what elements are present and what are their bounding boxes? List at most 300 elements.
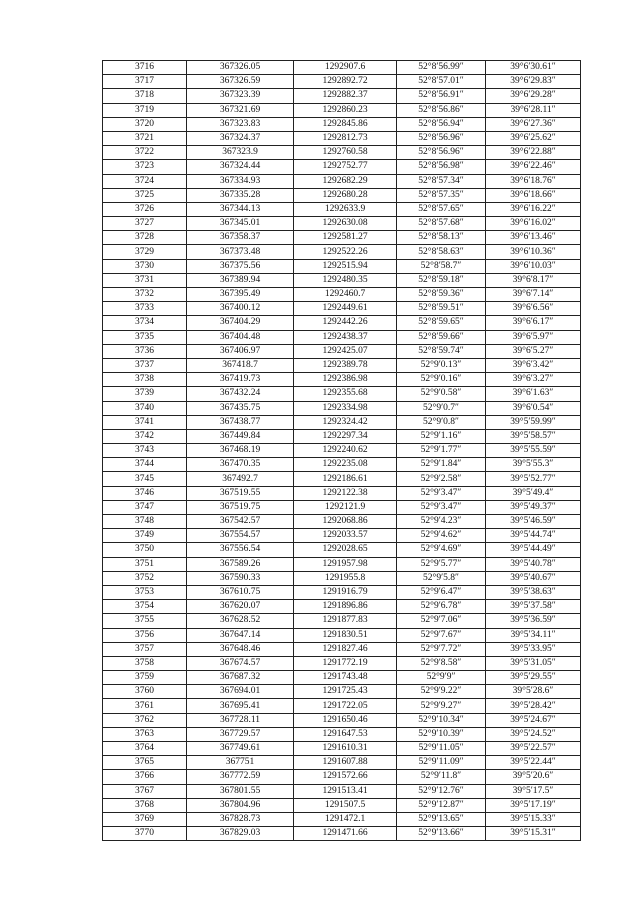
point-number-cell: 3759 [103, 671, 187, 685]
y-coordinate-cell: 1291607.88 [294, 756, 397, 770]
y-coordinate-cell: 1292442.26 [294, 316, 397, 330]
longitude-cell: 39°5′52.77″ [486, 472, 581, 486]
point-number-cell: 3721 [103, 131, 187, 145]
y-coordinate-cell: 1291830.51 [294, 628, 397, 642]
y-coordinate-cell: 1292581.27 [294, 231, 397, 245]
x-coordinate-cell: 367435.75 [187, 401, 294, 415]
x-coordinate-cell: 367542.57 [187, 515, 294, 529]
y-coordinate-cell: 1292334.98 [294, 401, 397, 415]
x-coordinate-cell: 367323.9 [187, 146, 294, 160]
latitude-cell: 52°9′5.77″ [397, 557, 486, 571]
longitude-cell: 39°6′5.27″ [486, 344, 581, 358]
table-row [103, 756, 581, 770]
x-coordinate-cell: 367628.52 [187, 614, 294, 628]
latitude-cell: 52°8′56.91″ [397, 89, 486, 103]
point-number-cell: 3732 [103, 288, 187, 302]
table-row [103, 330, 581, 344]
point-number-cell: 3719 [103, 103, 187, 117]
x-coordinate-cell: 367729.57 [187, 727, 294, 741]
longitude-cell: 39°5′59.99″ [486, 415, 581, 429]
longitude-cell: 39°5′20.6″ [486, 770, 581, 784]
longitude-cell: 39°5′34.11″ [486, 628, 581, 642]
table-row [103, 458, 581, 472]
y-coordinate-cell: 1292480.35 [294, 273, 397, 287]
point-number-cell: 3750 [103, 543, 187, 557]
longitude-cell: 39°5′40.78″ [486, 557, 581, 571]
longitude-cell: 39°5′17.5″ [486, 784, 581, 798]
table-row [103, 415, 581, 429]
latitude-cell: 52°8′57.65″ [397, 202, 486, 216]
table-row [103, 656, 581, 670]
longitude-cell: 39°6′0.54″ [486, 401, 581, 415]
longitude-cell: 39°6′18.66″ [486, 188, 581, 202]
longitude-cell: 39°5′15.33″ [486, 812, 581, 826]
x-coordinate-cell: 367404.29 [187, 316, 294, 330]
latitude-cell: 52°9′11.09″ [397, 756, 486, 770]
y-coordinate-cell: 1292425.07 [294, 344, 397, 358]
x-coordinate-cell: 367828.73 [187, 812, 294, 826]
y-coordinate-cell: 1291647.53 [294, 727, 397, 741]
longitude-cell: 39°5′22.57″ [486, 742, 581, 756]
longitude-cell: 39°6′16.02″ [486, 217, 581, 231]
y-coordinate-cell: 1292882.37 [294, 89, 397, 103]
y-coordinate-cell: 1292355.68 [294, 387, 397, 401]
table-row [103, 713, 581, 727]
table-row [103, 302, 581, 316]
table-row [103, 770, 581, 784]
x-coordinate-cell: 367345.01 [187, 217, 294, 231]
y-coordinate-cell: 1292633.9 [294, 202, 397, 216]
table-row [103, 387, 581, 401]
longitude-cell: 39°5′29.55″ [486, 671, 581, 685]
table-row [103, 742, 581, 756]
longitude-cell: 39°5′49.37″ [486, 500, 581, 514]
latitude-cell: 52°9′3.47″ [397, 486, 486, 500]
y-coordinate-cell: 1291827.46 [294, 642, 397, 656]
x-coordinate-cell: 367749.61 [187, 742, 294, 756]
point-number-cell: 3753 [103, 585, 187, 599]
table-row [103, 727, 581, 741]
point-number-cell: 3722 [103, 146, 187, 160]
x-coordinate-cell: 367373.48 [187, 245, 294, 259]
y-coordinate-cell: 1292515.94 [294, 259, 397, 273]
y-coordinate-cell: 1292522.26 [294, 245, 397, 259]
x-coordinate-cell: 367468.19 [187, 444, 294, 458]
x-coordinate-cell: 367389.94 [187, 273, 294, 287]
x-coordinate-cell: 367556.54 [187, 543, 294, 557]
longitude-cell: 39°6′29.83″ [486, 75, 581, 89]
y-coordinate-cell: 1292812.73 [294, 131, 397, 145]
latitude-cell: 52°9′6.78″ [397, 600, 486, 614]
table-row [103, 259, 581, 273]
longitude-cell: 39°5′44.74″ [486, 529, 581, 543]
longitude-cell: 39°5′49.4″ [486, 486, 581, 500]
longitude-cell: 39°6′27.36″ [486, 117, 581, 131]
longitude-cell: 39°5′31.05″ [486, 656, 581, 670]
latitude-cell: 52°8′59.51″ [397, 302, 486, 316]
y-coordinate-cell: 1292845.86 [294, 117, 397, 131]
y-coordinate-cell: 1292122.38 [294, 486, 397, 500]
y-coordinate-cell: 1291471.66 [294, 827, 397, 841]
longitude-cell: 39°6′6.17″ [486, 316, 581, 330]
point-number-cell: 3757 [103, 642, 187, 656]
x-coordinate-cell: 367321.69 [187, 103, 294, 117]
latitude-cell: 52°9′12.87″ [397, 798, 486, 812]
point-number-cell: 3744 [103, 458, 187, 472]
latitude-cell: 52°9′7.67″ [397, 628, 486, 642]
longitude-cell: 39°6′1.63″ [486, 387, 581, 401]
y-coordinate-cell: 1291957.98 [294, 557, 397, 571]
latitude-cell: 52°9′5.8″ [397, 571, 486, 585]
point-number-cell: 3733 [103, 302, 187, 316]
point-number-cell: 3764 [103, 742, 187, 756]
table-row [103, 245, 581, 259]
point-number-cell: 3767 [103, 784, 187, 798]
table-row [103, 685, 581, 699]
latitude-cell: 52°9′11.05″ [397, 742, 486, 756]
y-coordinate-cell: 1292860.23 [294, 103, 397, 117]
longitude-cell: 39°6′25.62″ [486, 131, 581, 145]
latitude-cell: 52°9′11.8″ [397, 770, 486, 784]
longitude-cell: 39°5′24.67″ [486, 713, 581, 727]
table-row [103, 217, 581, 231]
point-number-cell: 3758 [103, 656, 187, 670]
table-row [103, 529, 581, 543]
point-number-cell: 3734 [103, 316, 187, 330]
x-coordinate-cell: 367335.28 [187, 188, 294, 202]
table-row [103, 273, 581, 287]
table-row [103, 61, 581, 75]
table-row [103, 89, 581, 103]
latitude-cell: 52°9′0.58″ [397, 387, 486, 401]
point-number-cell: 3743 [103, 444, 187, 458]
latitude-cell: 52°9′13.66″ [397, 827, 486, 841]
y-coordinate-cell: 1292907.6 [294, 61, 397, 75]
table-row [103, 500, 581, 514]
point-number-cell: 3769 [103, 812, 187, 826]
table-row [103, 231, 581, 245]
longitude-cell: 39°5′46.59″ [486, 515, 581, 529]
x-coordinate-cell: 367344.13 [187, 202, 294, 216]
table-row [103, 288, 581, 302]
x-coordinate-cell: 367694.01 [187, 685, 294, 699]
x-coordinate-cell: 367323.39 [187, 89, 294, 103]
latitude-cell: 52°8′57.68″ [397, 217, 486, 231]
point-number-cell: 3746 [103, 486, 187, 500]
y-coordinate-cell: 1292630.08 [294, 217, 397, 231]
table-row [103, 429, 581, 443]
point-number-cell: 3751 [103, 557, 187, 571]
longitude-cell: 39°6′6.56″ [486, 302, 581, 316]
longitude-cell: 39°6′13.46″ [486, 231, 581, 245]
y-coordinate-cell: 1292068.86 [294, 515, 397, 529]
table-row [103, 699, 581, 713]
x-coordinate-cell: 367647.14 [187, 628, 294, 642]
latitude-cell: 52°9′8.58″ [397, 656, 486, 670]
x-coordinate-cell: 367375.56 [187, 259, 294, 273]
y-coordinate-cell: 1292438.37 [294, 330, 397, 344]
y-coordinate-cell: 1292680.28 [294, 188, 397, 202]
latitude-cell: 52°9′12.76″ [397, 784, 486, 798]
latitude-cell: 52°9′1.77″ [397, 444, 486, 458]
x-coordinate-cell: 367438.77 [187, 415, 294, 429]
longitude-cell: 39°6′28.11″ [486, 103, 581, 117]
longitude-cell: 39°6′10.36″ [486, 245, 581, 259]
latitude-cell: 52°9′10.39″ [397, 727, 486, 741]
latitude-cell: 52°8′56.96″ [397, 146, 486, 160]
x-coordinate-cell: 367400.12 [187, 302, 294, 316]
latitude-cell: 52°8′59.36″ [397, 288, 486, 302]
table-row [103, 202, 581, 216]
table-row [103, 642, 581, 656]
table-row [103, 557, 581, 571]
latitude-cell: 52°9′0.7″ [397, 401, 486, 415]
point-number-cell: 3747 [103, 500, 187, 514]
latitude-cell: 52°8′56.86″ [397, 103, 486, 117]
point-number-cell: 3735 [103, 330, 187, 344]
table-row [103, 628, 581, 642]
latitude-cell: 52°8′57.35″ [397, 188, 486, 202]
x-coordinate-cell: 367648.46 [187, 642, 294, 656]
x-coordinate-cell: 367801.55 [187, 784, 294, 798]
longitude-cell: 39°5′28.42″ [486, 699, 581, 713]
x-coordinate-cell: 367492.7 [187, 472, 294, 486]
x-coordinate-cell: 367751 [187, 756, 294, 770]
table-row [103, 160, 581, 174]
point-number-cell: 3742 [103, 429, 187, 443]
table-row [103, 827, 581, 841]
latitude-cell: 52°8′59.74″ [397, 344, 486, 358]
latitude-cell: 52°8′57.01″ [397, 75, 486, 89]
longitude-cell: 39°6′22.88″ [486, 146, 581, 160]
table-row [103, 543, 581, 557]
point-number-cell: 3720 [103, 117, 187, 131]
x-coordinate-cell: 367674.57 [187, 656, 294, 670]
x-coordinate-cell: 367728.11 [187, 713, 294, 727]
y-coordinate-cell: 1291722.05 [294, 699, 397, 713]
point-number-cell: 3727 [103, 217, 187, 231]
longitude-cell: 39°6′16.22″ [486, 202, 581, 216]
y-coordinate-cell: 1291772.19 [294, 656, 397, 670]
x-coordinate-cell: 367418.7 [187, 358, 294, 372]
longitude-cell: 39°6′22.46″ [486, 160, 581, 174]
longitude-cell: 39°5′58.57″ [486, 429, 581, 443]
latitude-cell: 52°8′59.65″ [397, 316, 486, 330]
latitude-cell: 52°9′7.06″ [397, 614, 486, 628]
point-number-cell: 3761 [103, 699, 187, 713]
x-coordinate-cell: 367404.48 [187, 330, 294, 344]
point-number-cell: 3729 [103, 245, 187, 259]
longitude-cell: 39°5′36.59″ [486, 614, 581, 628]
x-coordinate-cell: 367323.83 [187, 117, 294, 131]
point-number-cell: 3723 [103, 160, 187, 174]
x-coordinate-cell: 367326.05 [187, 61, 294, 75]
y-coordinate-cell: 1291743.48 [294, 671, 397, 685]
latitude-cell: 52°8′59.66″ [397, 330, 486, 344]
latitude-cell: 52°8′58.13″ [397, 231, 486, 245]
x-coordinate-cell: 367554.57 [187, 529, 294, 543]
table-row [103, 103, 581, 117]
y-coordinate-cell: 1291725.43 [294, 685, 397, 699]
y-coordinate-cell: 1292235.08 [294, 458, 397, 472]
point-number-cell: 3754 [103, 600, 187, 614]
latitude-cell: 52°9′0.13″ [397, 358, 486, 372]
x-coordinate-cell: 367358.37 [187, 231, 294, 245]
latitude-cell: 52°9′9.27″ [397, 699, 486, 713]
longitude-cell: 39°6′18.76″ [486, 174, 581, 188]
longitude-cell: 39°5′38.63″ [486, 585, 581, 599]
longitude-cell: 39°5′28.6″ [486, 685, 581, 699]
point-number-cell: 3730 [103, 259, 187, 273]
longitude-cell: 39°5′22.44″ [486, 756, 581, 770]
point-number-cell: 3745 [103, 472, 187, 486]
latitude-cell: 52°9′9″ [397, 671, 486, 685]
x-coordinate-cell: 367695.41 [187, 699, 294, 713]
table-row [103, 812, 581, 826]
table-row [103, 188, 581, 202]
latitude-cell: 52°8′56.98″ [397, 160, 486, 174]
point-number-cell: 3748 [103, 515, 187, 529]
point-number-cell: 3717 [103, 75, 187, 89]
table-row [103, 472, 581, 486]
latitude-cell: 52°9′0.16″ [397, 373, 486, 387]
point-number-cell: 3766 [103, 770, 187, 784]
point-number-cell: 3731 [103, 273, 187, 287]
table-row [103, 174, 581, 188]
point-number-cell: 3762 [103, 713, 187, 727]
table-row [103, 131, 581, 145]
latitude-cell: 52°8′59.18″ [397, 273, 486, 287]
table-row [103, 444, 581, 458]
y-coordinate-cell: 1291650.46 [294, 713, 397, 727]
x-coordinate-cell: 367406.97 [187, 344, 294, 358]
longitude-cell: 39°5′24.52″ [486, 727, 581, 741]
x-coordinate-cell: 367432.24 [187, 387, 294, 401]
latitude-cell: 52°9′7.72″ [397, 642, 486, 656]
coordinates-table [102, 60, 581, 841]
y-coordinate-cell: 1292324.42 [294, 415, 397, 429]
point-number-cell: 3725 [103, 188, 187, 202]
point-number-cell: 3718 [103, 89, 187, 103]
point-number-cell: 3755 [103, 614, 187, 628]
table-row [103, 486, 581, 500]
table-row [103, 344, 581, 358]
x-coordinate-cell: 367519.55 [187, 486, 294, 500]
y-coordinate-cell: 1291916.79 [294, 585, 397, 599]
y-coordinate-cell: 1292752.77 [294, 160, 397, 174]
x-coordinate-cell: 367449.84 [187, 429, 294, 443]
latitude-cell: 52°8′56.99″ [397, 61, 486, 75]
point-number-cell: 3739 [103, 387, 187, 401]
table-row [103, 401, 581, 415]
table-row [103, 75, 581, 89]
latitude-cell: 52°9′9.22″ [397, 685, 486, 699]
longitude-cell: 39°5′55.3″ [486, 458, 581, 472]
latitude-cell: 52°9′0.8″ [397, 415, 486, 429]
x-coordinate-cell: 367687.32 [187, 671, 294, 685]
table-row [103, 358, 581, 372]
latitude-cell: 52°9′2.58″ [397, 472, 486, 486]
latitude-cell: 52°9′4.23″ [397, 515, 486, 529]
longitude-cell: 39°6′8.17″ [486, 273, 581, 287]
longitude-cell: 39°5′33.95″ [486, 642, 581, 656]
x-coordinate-cell: 367419.73 [187, 373, 294, 387]
point-number-cell: 3760 [103, 685, 187, 699]
x-coordinate-cell: 367470.35 [187, 458, 294, 472]
y-coordinate-cell: 1291572.66 [294, 770, 397, 784]
point-number-cell: 3724 [103, 174, 187, 188]
x-coordinate-cell: 367324.44 [187, 160, 294, 174]
point-number-cell: 3738 [103, 373, 187, 387]
longitude-cell: 39°6′30.61″ [486, 61, 581, 75]
latitude-cell: 52°8′57.34″ [397, 174, 486, 188]
y-coordinate-cell: 1292033.57 [294, 529, 397, 543]
y-coordinate-cell: 1292682.29 [294, 174, 397, 188]
table-row [103, 571, 581, 585]
longitude-cell: 39°5′44.49″ [486, 543, 581, 557]
y-coordinate-cell: 1291610.31 [294, 742, 397, 756]
longitude-cell: 39°6′5.97″ [486, 330, 581, 344]
table-row [103, 146, 581, 160]
y-coordinate-cell: 1292460.7 [294, 288, 397, 302]
point-number-cell: 3736 [103, 344, 187, 358]
y-coordinate-cell: 1292121.9 [294, 500, 397, 514]
x-coordinate-cell: 367395.49 [187, 288, 294, 302]
y-coordinate-cell: 1292389.78 [294, 358, 397, 372]
table-row [103, 585, 581, 599]
longitude-cell: 39°6′3.27″ [486, 373, 581, 387]
latitude-cell: 52°9′4.62″ [397, 529, 486, 543]
table-row [103, 671, 581, 685]
y-coordinate-cell: 1291896.86 [294, 600, 397, 614]
point-number-cell: 3737 [103, 358, 187, 372]
longitude-cell: 39°6′3.42″ [486, 358, 581, 372]
x-coordinate-cell: 367610.75 [187, 585, 294, 599]
point-number-cell: 3763 [103, 727, 187, 741]
latitude-cell: 52°8′56.94″ [397, 117, 486, 131]
x-coordinate-cell: 367589.26 [187, 557, 294, 571]
latitude-cell: 52°9′13.65″ [397, 812, 486, 826]
x-coordinate-cell: 367326.59 [187, 75, 294, 89]
point-number-cell: 3740 [103, 401, 187, 415]
table-row [103, 117, 581, 131]
latitude-cell: 52°9′4.69″ [397, 543, 486, 557]
y-coordinate-cell: 1291472.1 [294, 812, 397, 826]
latitude-cell: 52°9′3.47″ [397, 500, 486, 514]
latitude-cell: 52°9′6.47″ [397, 585, 486, 599]
point-number-cell: 3768 [103, 798, 187, 812]
longitude-cell: 39°6′10.03″ [486, 259, 581, 273]
y-coordinate-cell: 1292240.62 [294, 444, 397, 458]
table-row [103, 614, 581, 628]
longitude-cell: 39°5′55.59″ [486, 444, 581, 458]
latitude-cell: 52°9′10.34″ [397, 713, 486, 727]
y-coordinate-cell: 1292297.34 [294, 429, 397, 443]
point-number-cell: 3756 [103, 628, 187, 642]
point-number-cell: 3749 [103, 529, 187, 543]
x-coordinate-cell: 367590.33 [187, 571, 294, 585]
x-coordinate-cell: 367620.07 [187, 600, 294, 614]
x-coordinate-cell: 367772.59 [187, 770, 294, 784]
x-coordinate-cell: 367829.03 [187, 827, 294, 841]
longitude-cell: 39°6′29.28″ [486, 89, 581, 103]
y-coordinate-cell: 1292028.65 [294, 543, 397, 557]
point-number-cell: 3728 [103, 231, 187, 245]
table-row [103, 600, 581, 614]
y-coordinate-cell: 1292386.98 [294, 373, 397, 387]
y-coordinate-cell: 1291955.8 [294, 571, 397, 585]
latitude-cell: 52°8′58.63″ [397, 245, 486, 259]
